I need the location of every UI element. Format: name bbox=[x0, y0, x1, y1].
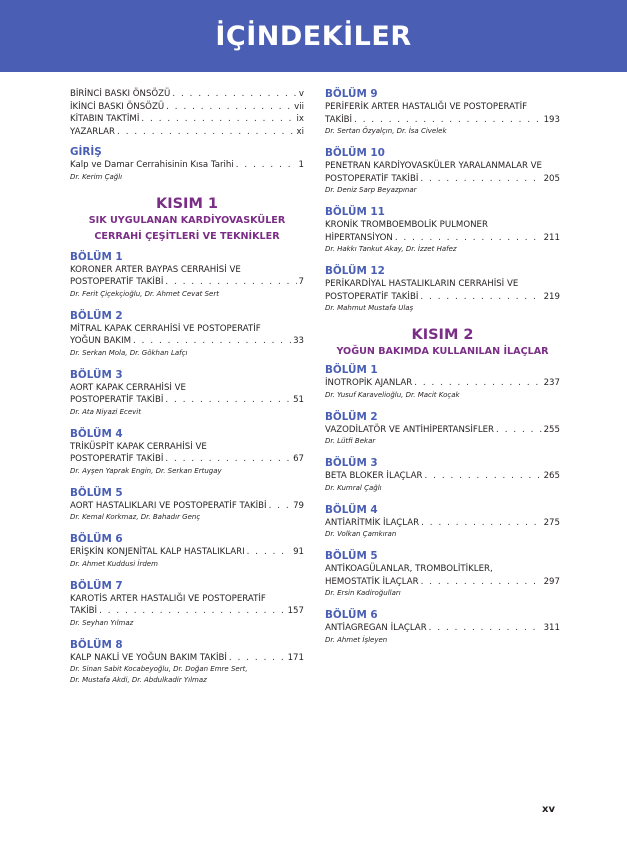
leader-dots bbox=[165, 453, 291, 466]
chapter-title-line: AORT KAPAK CERRAHİSİ VE bbox=[70, 382, 186, 393]
entry-title: POSTOPERATİF TAKİBİ bbox=[70, 395, 164, 405]
chapter-authors: Dr. Sinan Sabit Kocabeyoğlu, Dr. Doğan Emre Sert, bbox=[70, 665, 248, 673]
leader-dots bbox=[429, 622, 542, 635]
part-1-subtitle-line-1: SIK UYGULANAN KARDİYOVASKÜLER bbox=[88, 214, 286, 226]
chapter-authors: Dr. Kumral Çağlı bbox=[325, 483, 382, 492]
chapter-heading: BÖLÜM 11 bbox=[325, 206, 385, 218]
toc-entry-chapter[interactable] bbox=[325, 622, 560, 635]
page-number: 7 bbox=[298, 277, 304, 287]
entry-title: POSTOPERATİF TAKİBİ bbox=[325, 173, 419, 184]
chapter-heading: BÖLÜM 7 bbox=[70, 579, 123, 592]
chapter-heading: BÖLÜM 2 bbox=[325, 410, 378, 423]
part-2-chapter-list bbox=[325, 364, 560, 646]
entry-title: POSTOPERATİF TAKİBİ bbox=[70, 454, 164, 464]
chapter-authors: Dr. Mustafa Akdi, Dr. Abdulkadir Yılmaz bbox=[70, 676, 207, 684]
chapter-heading: BÖLÜM 1 bbox=[325, 364, 378, 376]
chapter-authors: Dr. Mahmut Mustafa Ulaş bbox=[325, 304, 414, 312]
chapter-authors: Dr. Serkan Mola, Dr. Gökhan Lafçı bbox=[70, 348, 188, 357]
leader-dots bbox=[99, 605, 286, 618]
page-title: İÇİNDEKİLER bbox=[215, 20, 412, 52]
chapter-title-line: PENETRAN KARDİYOVASKÜLER YARALANMALAR VE bbox=[325, 161, 542, 171]
page-number: 157 bbox=[287, 606, 304, 616]
entry-title: ANTİARİTMİK İLAÇLAR bbox=[325, 517, 420, 528]
entry-title: İNOTROPİK AJANLAR bbox=[325, 378, 413, 388]
page-number: xi bbox=[296, 126, 304, 137]
chapter-authors: Dr. Kemal Korkmaz, Dr. Bahadır Genç bbox=[70, 513, 201, 521]
page-number: v bbox=[298, 89, 304, 99]
part-2-title: KISIM 2 bbox=[411, 327, 474, 343]
chapter-heading: BÖLÜM 3 bbox=[70, 368, 123, 381]
leader-dots bbox=[247, 546, 291, 559]
page-number: 91 bbox=[293, 547, 304, 557]
entry-title: POSTOPERATİF TAKİBİ bbox=[70, 277, 164, 287]
entry-title: HİPERTANSİYON bbox=[325, 232, 393, 243]
chapter-title-line: PERİFERİK ARTER HASTALIĞI VE POSTOPERATİF bbox=[325, 102, 528, 112]
toc-entry-chapter[interactable] bbox=[325, 232, 560, 245]
leader-dots bbox=[236, 159, 297, 172]
entry-title: BETA BLOKER İLAÇLAR bbox=[325, 471, 423, 481]
leader-dots bbox=[414, 377, 541, 390]
chapter-heading: BÖLÜM 6 bbox=[325, 609, 378, 621]
chapter-title-line: PERİKARDİYAL HASTALIKLARIN CERRAHİSİ VE bbox=[325, 279, 519, 289]
toc-entry-chapter[interactable] bbox=[70, 335, 304, 348]
toc-entry-chapter[interactable] bbox=[325, 576, 560, 589]
toc-entry-chapter[interactable] bbox=[70, 546, 304, 559]
entry-title: YAZARLAR bbox=[70, 126, 116, 137]
entry-title: VAZODİLATÖR VE ANTİHİPERTANSİFLER bbox=[325, 424, 495, 435]
toc-entry-chapter[interactable] bbox=[70, 276, 304, 289]
page-number: 67 bbox=[293, 454, 304, 464]
page-number: 1 bbox=[298, 160, 304, 170]
entry-title: Kalp ve Damar Cerrahisinin Kısa Tarihi bbox=[70, 160, 234, 170]
leader-dots bbox=[395, 232, 542, 245]
leader-dots bbox=[133, 335, 291, 348]
page-number: vii bbox=[294, 101, 304, 112]
chapter-authors: Dr. Lütfi Bekar bbox=[325, 437, 376, 445]
page-number: 51 bbox=[293, 395, 304, 405]
toc-entry-chapter[interactable] bbox=[70, 394, 304, 407]
chapter-title-line: KORONER ARTER BAYPAS CERRAHİSİ VE bbox=[70, 264, 241, 275]
entry-authors: Dr. Kerim Çağlı bbox=[70, 172, 123, 181]
toc-entry-chapter[interactable] bbox=[70, 500, 304, 513]
chapter-heading: BÖLÜM 4 bbox=[70, 427, 123, 440]
chapter-heading: BÖLÜM 9 bbox=[325, 88, 378, 100]
leader-dots bbox=[229, 652, 286, 665]
toc-entry-chapter[interactable] bbox=[70, 605, 304, 618]
chapter-authors: Dr. Ersin Kadiroğulları bbox=[325, 589, 401, 597]
toc-entry-front-matter[interactable] bbox=[70, 101, 304, 114]
part-1-subtitle-line-2: CERRAHİ ÇEŞİTLERİ VE TEKNİKLER bbox=[94, 230, 280, 242]
toc-entry-chapter[interactable] bbox=[70, 453, 304, 466]
page-number: 219 bbox=[543, 291, 560, 302]
toc-entry-front-matter[interactable] bbox=[70, 113, 304, 126]
leader-dots bbox=[421, 517, 541, 530]
footer-page-number: xv bbox=[542, 804, 555, 815]
page-number: 193 bbox=[543, 114, 560, 125]
entry-title: HEMOSTATİK İLAÇLAR bbox=[325, 576, 419, 587]
chapter-authors: Dr. Volkan Çamkıran bbox=[325, 530, 397, 538]
page-number: 171 bbox=[287, 652, 304, 663]
chapter-heading: BÖLÜM 12 bbox=[325, 265, 385, 277]
entry-title: TAKİBİ bbox=[325, 114, 353, 125]
chapter-title-line: TRİKÜSPİT KAPAK CERRAHİSİ VE bbox=[70, 441, 207, 452]
toc-entry-front-matter[interactable] bbox=[70, 126, 304, 139]
part-1-chapter-list-continued bbox=[325, 88, 560, 314]
chapter-authors: Dr. Ata Niyazi Ecevit bbox=[70, 407, 141, 416]
entry-title: POSTOPERATİF TAKİBİ bbox=[325, 291, 419, 302]
right-column bbox=[325, 88, 560, 646]
chapter-heading: BÖLÜM 6 bbox=[70, 533, 123, 545]
entry-title: İKİNCİ BASKI ÖNSÖZÜ bbox=[70, 101, 165, 112]
page-number: 79 bbox=[293, 500, 304, 511]
chapter-title-line: ANTİKOAGÜLANLAR, TROMBOLİTİKLER, bbox=[325, 564, 493, 574]
chapter-authors: Dr. Yusuf Karavelioğlu, Dr. Macit Koçak bbox=[325, 390, 460, 399]
part-1-chapter-list bbox=[70, 251, 304, 687]
chapter-title-line: KAROTİS ARTER HASTALIĞI VE POSTOPERATİF bbox=[70, 593, 266, 604]
page-number: 33 bbox=[293, 336, 304, 346]
entry-title: KİTABIN TAKTİMİ bbox=[70, 114, 140, 124]
chapter-title-line: MİTRAL KAPAK CERRAHİSİ VE POSTOPERATİF bbox=[70, 323, 261, 334]
leader-dots bbox=[165, 394, 291, 407]
leader-dots bbox=[421, 576, 542, 589]
chapter-authors: Dr. Ferit Çiçekçioğlu, Dr. Ahmet Cevat Sert bbox=[70, 289, 219, 298]
chapter-heading: BÖLÜM 10 bbox=[325, 147, 385, 159]
chapter-title-line: KRONİK TROMBOEMBOLİK PULMONER bbox=[325, 220, 488, 230]
page-number: ix bbox=[296, 114, 304, 124]
leader-dots bbox=[141, 113, 294, 126]
page-number: 297 bbox=[543, 576, 560, 587]
page-number: 255 bbox=[543, 424, 560, 435]
leader-dots bbox=[420, 291, 541, 304]
toc-entry-chapter[interactable] bbox=[325, 114, 560, 127]
entry-title: YOĞUN BAKIM bbox=[70, 336, 132, 346]
entry-title: TAKİBİ bbox=[70, 606, 98, 616]
leader-dots bbox=[425, 470, 542, 483]
leader-dots bbox=[496, 424, 542, 437]
part-2-subtitle: YOĞUN BAKIMDA KULLANILAN İLAÇLAR bbox=[336, 346, 549, 357]
toc-entry-chapter[interactable] bbox=[325, 424, 560, 437]
toc-entry-chapter[interactable] bbox=[325, 291, 560, 304]
left-column bbox=[70, 88, 304, 686]
leader-dots bbox=[117, 126, 294, 139]
header-banner bbox=[0, 0, 627, 72]
chapter-authors: Dr. Deniz Sarp Beyazpınar bbox=[325, 186, 417, 194]
leader-dots bbox=[172, 88, 297, 101]
page-number: 205 bbox=[543, 173, 560, 184]
leader-dots bbox=[420, 173, 541, 186]
page-number: 265 bbox=[543, 471, 560, 481]
toc-entry-front-matter[interactable] bbox=[70, 88, 304, 101]
entry-title: AORT HASTALIKLARI VE POSTOPERATİF TAKİBİ bbox=[70, 500, 267, 511]
entry-title: BİRİNCİ BASKI ÖNSÖZÜ bbox=[70, 89, 171, 99]
toc-entry-giris[interactable] bbox=[70, 159, 304, 172]
chapter-authors: Dr. Ayşen Yaprak Engin, Dr. Serkan Ertugay bbox=[70, 466, 222, 475]
chapter-heading: BÖLÜM 5 bbox=[70, 486, 123, 499]
leader-dots bbox=[165, 276, 296, 289]
toc-entry-chapter[interactable] bbox=[325, 173, 560, 186]
giris-heading: GİRİŞ bbox=[70, 146, 102, 158]
toc-entry-chapter[interactable] bbox=[70, 652, 304, 665]
entry-title: KALP NAKLİ VE YOĞUN BAKIM TAKİBİ bbox=[70, 652, 227, 663]
page-number: 237 bbox=[543, 378, 560, 388]
chapter-authors: Dr. Seyhan Yılmaz bbox=[70, 618, 134, 627]
chapter-authors: Dr. Ahmet İşleyen bbox=[325, 635, 388, 644]
page-number: 311 bbox=[543, 623, 560, 633]
front-matter-list bbox=[70, 88, 304, 138]
chapter-heading: BÖLÜM 4 bbox=[325, 503, 378, 516]
leader-dots bbox=[269, 500, 292, 513]
leader-dots bbox=[166, 101, 292, 114]
toc-entry-chapter[interactable] bbox=[325, 377, 560, 390]
entry-title: ANTİAGREGAN İLAÇLAR bbox=[325, 623, 427, 633]
chapter-heading: BÖLÜM 1 bbox=[70, 250, 123, 263]
entry-title: ERİŞKİN KONJENİTAL KALP HASTALIKLARI bbox=[70, 547, 245, 557]
chapter-heading: BÖLÜM 5 bbox=[325, 550, 378, 562]
toc-entry-chapter[interactable] bbox=[325, 517, 560, 530]
chapter-heading: BÖLÜM 2 bbox=[70, 309, 123, 322]
leader-dots bbox=[354, 114, 542, 127]
chapter-authors: Dr. Ahmet Kuddusi İrdem bbox=[70, 559, 158, 568]
page-number: 211 bbox=[543, 232, 560, 243]
page-number: 275 bbox=[543, 517, 560, 528]
chapter-heading: BÖLÜM 3 bbox=[325, 457, 378, 469]
toc-entry-chapter[interactable] bbox=[325, 470, 560, 483]
chapter-authors: Dr. Sertan Özyalçın, Dr. İsa Civelek bbox=[325, 127, 447, 135]
part-1-title: KISIM 1 bbox=[155, 195, 219, 212]
chapter-heading: BÖLÜM 8 bbox=[70, 638, 123, 651]
chapter-authors: Dr. Hakkı Tankut Akay, Dr. İzzet Hafez bbox=[325, 245, 457, 253]
